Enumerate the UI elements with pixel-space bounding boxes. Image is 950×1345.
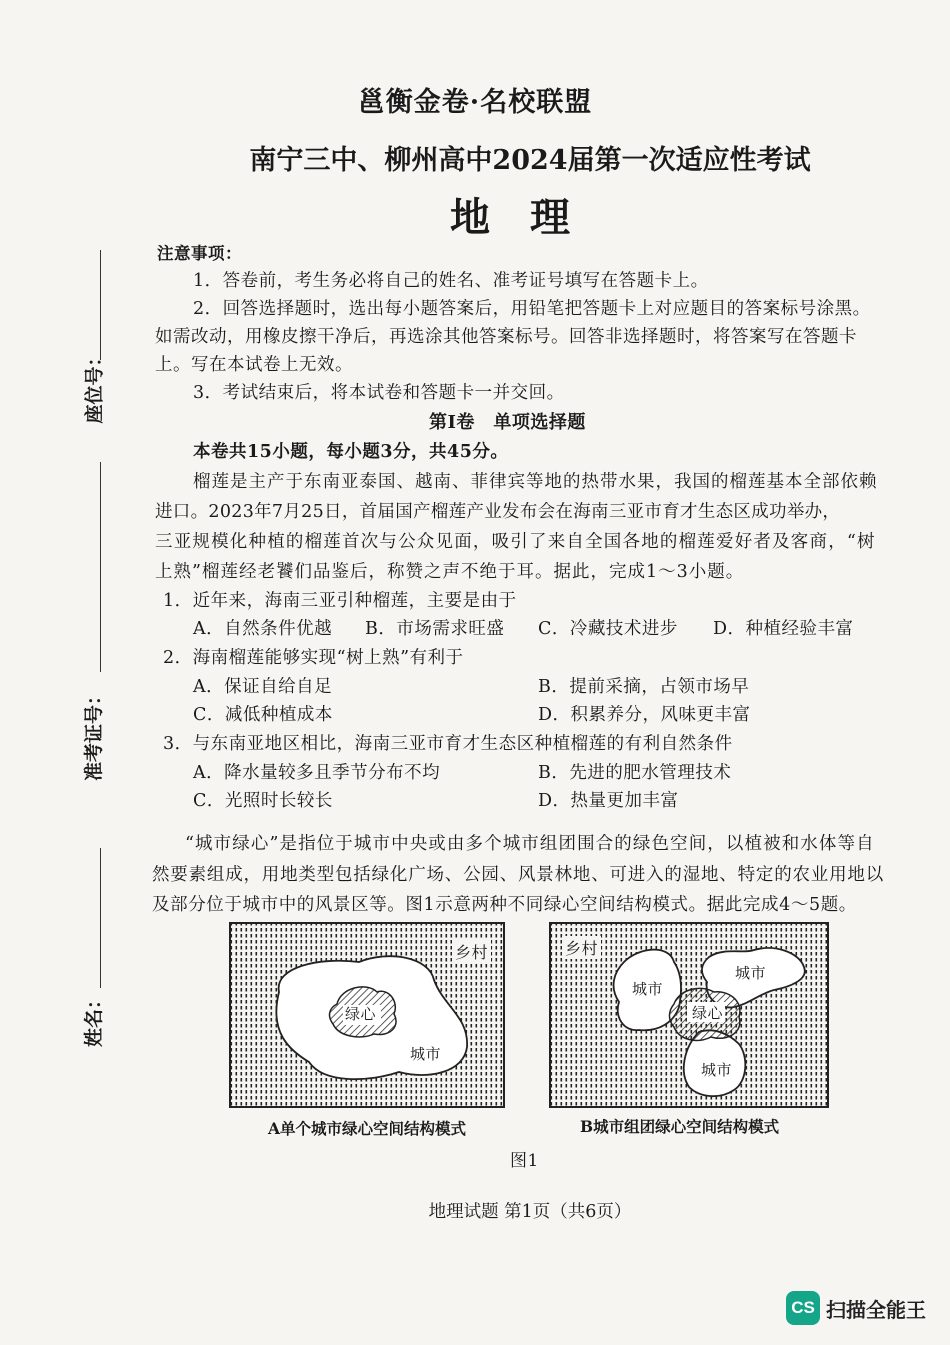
- cs-logo-icon: CS: [786, 1291, 820, 1325]
- question-stem: 1．近年来，海南三亚引种榴莲，主要是由于: [163, 591, 517, 611]
- fig-b-city-label-right: 城市: [735, 964, 767, 982]
- fig-a-green-label: 绿心: [345, 1005, 377, 1023]
- notice-item: 上。写在本试卷上无效。: [155, 355, 353, 375]
- seat-line: [100, 250, 101, 360]
- exam-id-label: 准考证号：: [83, 685, 106, 782]
- passage-line: 然要素组成，用地类型包括绿化广场、公园、风景林地、可进入的湿地、特定的农业用地以: [152, 865, 884, 885]
- name-label: 姓名：: [83, 989, 106, 1048]
- option-a: A．自然条件优越: [193, 619, 333, 639]
- option-b: B．市场需求旺盛: [365, 619, 505, 639]
- notice-item: 1．答卷前，考生务必将自己的姓名、准考证号填写在答题卡上。: [193, 271, 709, 291]
- option-c: C．减低种植成本: [193, 705, 333, 725]
- fig-a-caption: A单个城市绿心空间结构模式: [268, 1119, 467, 1138]
- option-b: B．提前采摘，占领市场早: [538, 677, 750, 697]
- option-a: A．降水量较多且季节分布不均: [193, 763, 441, 783]
- notice-heading: 注意事项：: [157, 244, 242, 263]
- passage-line: 及部分位于城市中的风景区等。图1示意两种不同绿心空间结构模式。据此完成4～5题。: [152, 895, 857, 915]
- exam-id-line: [100, 462, 101, 672]
- fig-a-city-label: 城市: [410, 1045, 442, 1063]
- fig-b-rural-label: 乡村: [562, 936, 601, 959]
- option-c: C．光照时长较长: [193, 791, 333, 811]
- seat-label: 座位号：: [83, 347, 106, 424]
- exam-title: 南宁三中、柳州高中2024届第一次适应性考试: [249, 145, 811, 176]
- name-line: [100, 848, 101, 988]
- option-d: D．种植经验丰富: [713, 619, 854, 639]
- passage-line: 进口。2023年7月25日，首届国产榴莲产业发布会在海南三亚市育才生态区成功举办，: [155, 502, 841, 522]
- question-stem: 3．与东南亚地区相比，海南三亚市育才生态区种植榴莲的有利自然条件: [163, 734, 733, 754]
- fig-b-caption: B城市组团绿心空间结构模式: [580, 1117, 780, 1136]
- passage-line: 三亚规模化种植的榴莲首次与公众见面，吸引了来自全国各地的榴莲爱好者及客商，“树: [155, 532, 876, 552]
- option-d: D．热量更加丰富: [538, 791, 679, 811]
- notice-item: 2．回答选择题时，选出每小题答案后，用铅笔把答题卡上对应题目的答案标号涂黑。: [193, 299, 871, 319]
- option-c: C．冷藏技术进步: [538, 619, 678, 639]
- figure-label: 图1: [510, 1151, 539, 1171]
- option-a: A．保证自给自足: [193, 677, 333, 697]
- fig-b-city-label-bottom: 城市: [701, 1061, 733, 1079]
- page-footer: 地理试题 第1页（共6页）: [428, 1202, 632, 1222]
- watermark-text: 扫描全能王: [826, 1298, 926, 1322]
- passage-line: 榴莲是主产于东南亚泰国、越南、菲律宾等地的热带水果，我国的榴莲基本全部依赖: [193, 472, 878, 492]
- section-desc: 本卷共15小题，每小题3分，共45分。: [193, 442, 509, 462]
- notice-item: 3．考试结束后，将本试卷和答题卡一并交回。: [193, 383, 565, 403]
- fig-b-green-label: 绿心: [692, 1004, 724, 1022]
- brand-title: 邕衡金卷·名校联盟: [357, 87, 593, 118]
- notice-item: 如需改动，用橡皮擦干净后，再选涂其他答案标号。回答非选择题时，将答案写在答题卡: [155, 327, 857, 347]
- passage-line: 上熟”榴莲经老饕们品鉴后，称赞之声不绝于耳。据此，完成1～3小题。: [155, 562, 745, 582]
- option-d: D．积累养分，风味更丰富: [538, 705, 751, 725]
- fig-a-rural-label: 乡村: [452, 940, 491, 963]
- section-title: 第Ⅰ卷 单项选择题: [429, 412, 586, 433]
- question-stem: 2．海南榴莲能够实现“树上熟”有利于: [163, 648, 464, 668]
- option-b: B．先进的肥水管理技术: [538, 763, 732, 783]
- passage-line: “城市绿心”是指位于城市中央或由多个城市组团围合的绿色空间，以植被和水体等自: [185, 834, 875, 854]
- subject-title: 地理: [450, 194, 610, 241]
- fig-b-city-label-left: 城市: [632, 980, 664, 998]
